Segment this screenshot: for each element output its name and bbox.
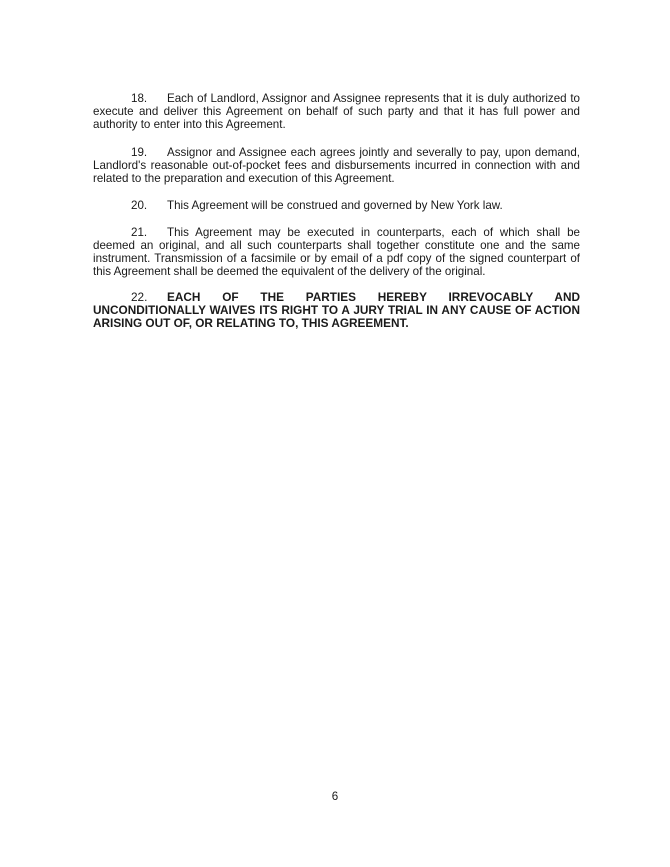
clause-number: 20. xyxy=(131,199,148,212)
clause-text: This Agreement may be executed in counterparts, each of which shall be deemed an original, and all such counterparts shall together constitute one and the same instrument. Transmission of a facsimile or by email of a pdf copy of the signed counterpart of this Agreement shall be deemed the equivalent of the delivery of the original. xyxy=(93,226,580,278)
clause-text: EACH OF THE PARTIES HEREBY IRREVOCABLY AND UNCONDITIONALLY WAIVES ITS RIGHT TO A JURY TRIAL IN ANY CAUSE OF ACTION ARISING OUT OF, OR RELATING TO, THIS AGREEMENT. xyxy=(93,290,580,330)
clause-number: 19. xyxy=(131,146,148,159)
clause-20 xyxy=(93,199,580,212)
clause-number: 21. xyxy=(131,226,148,239)
clause-19 xyxy=(93,146,580,185)
page-number: 6 xyxy=(331,790,339,803)
clause-text: Each of Landlord, Assignor and Assignee represents that it is duly authorized to execute and deliver this Agreement on behalf of such party and that it has full power and authority to enter into this Agreement. xyxy=(93,92,580,131)
clause-text: This Agreement will be construed and governed by New York law. xyxy=(167,199,503,212)
clause-21 xyxy=(93,226,580,278)
clause-22 xyxy=(93,291,580,330)
clause-18 xyxy=(93,92,580,131)
clause-number: 18. xyxy=(131,92,148,105)
clause-number: 22. xyxy=(131,290,148,304)
clause-text: Assignor and Assignee each agrees jointly and severally to pay, upon demand, Landlord's reasonable out-of-pocket fees and disbursements incurred in connection with and related to the preparation and execution of this Agreement. xyxy=(93,146,580,185)
